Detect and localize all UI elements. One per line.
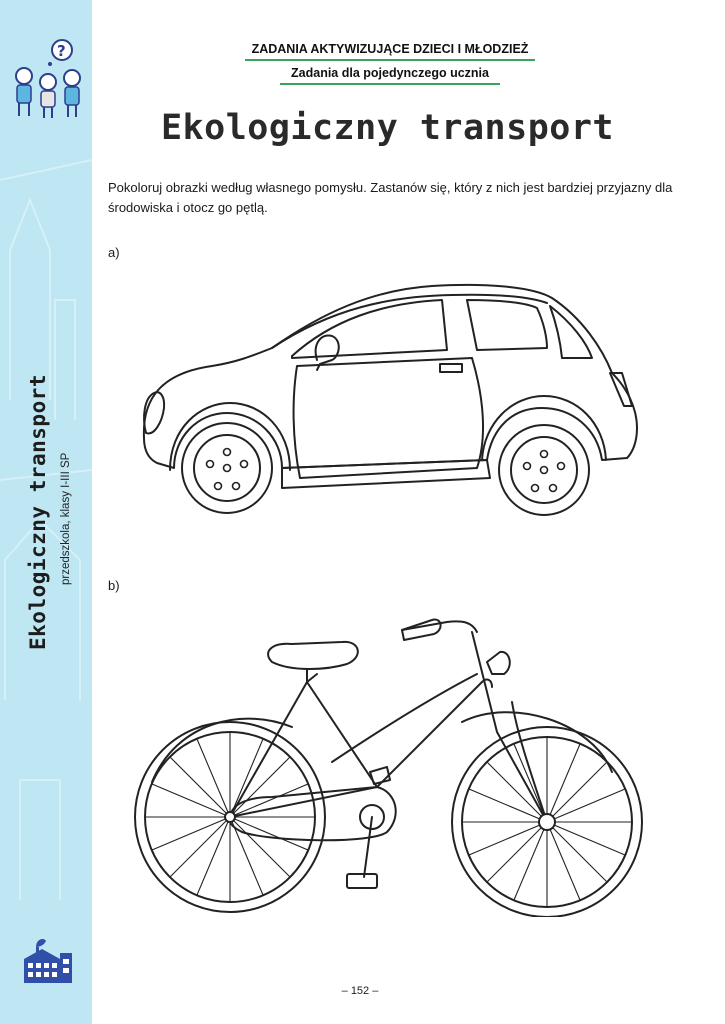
eco-house-icon bbox=[22, 935, 74, 985]
sidebar-title: Ekologiczny transport bbox=[26, 373, 50, 650]
car-coloring-drawing[interactable] bbox=[132, 278, 647, 528]
header-section-title: ZADANIA AKTYWIZUJĄCE DZIECI I MŁODZIEŻ bbox=[245, 42, 535, 61]
sidebar bbox=[0, 0, 92, 1024]
page-number: – 152 – bbox=[341, 985, 379, 997]
item-a-label: a) bbox=[108, 245, 120, 260]
bicycle-coloring-drawing[interactable] bbox=[132, 612, 647, 917]
svg-text:?: ? bbox=[57, 42, 66, 60]
instructions-text: Pokoloruj obrazki według własnego pomysłu. Zastanów się, który z nich jest bardziej przyjazny dla środowiska i otocz go pętlą. bbox=[108, 180, 673, 215]
item-b-label: b) bbox=[108, 578, 120, 593]
children-thinking-icon bbox=[10, 38, 90, 123]
page-title: Ekologiczny transport bbox=[160, 108, 614, 148]
header bbox=[230, 40, 550, 85]
sidebar-subtitle: przedszkola, klasy I-III SP bbox=[60, 452, 72, 585]
header-subtitle: Zadania dla pojedynczego ucznia bbox=[280, 66, 500, 85]
